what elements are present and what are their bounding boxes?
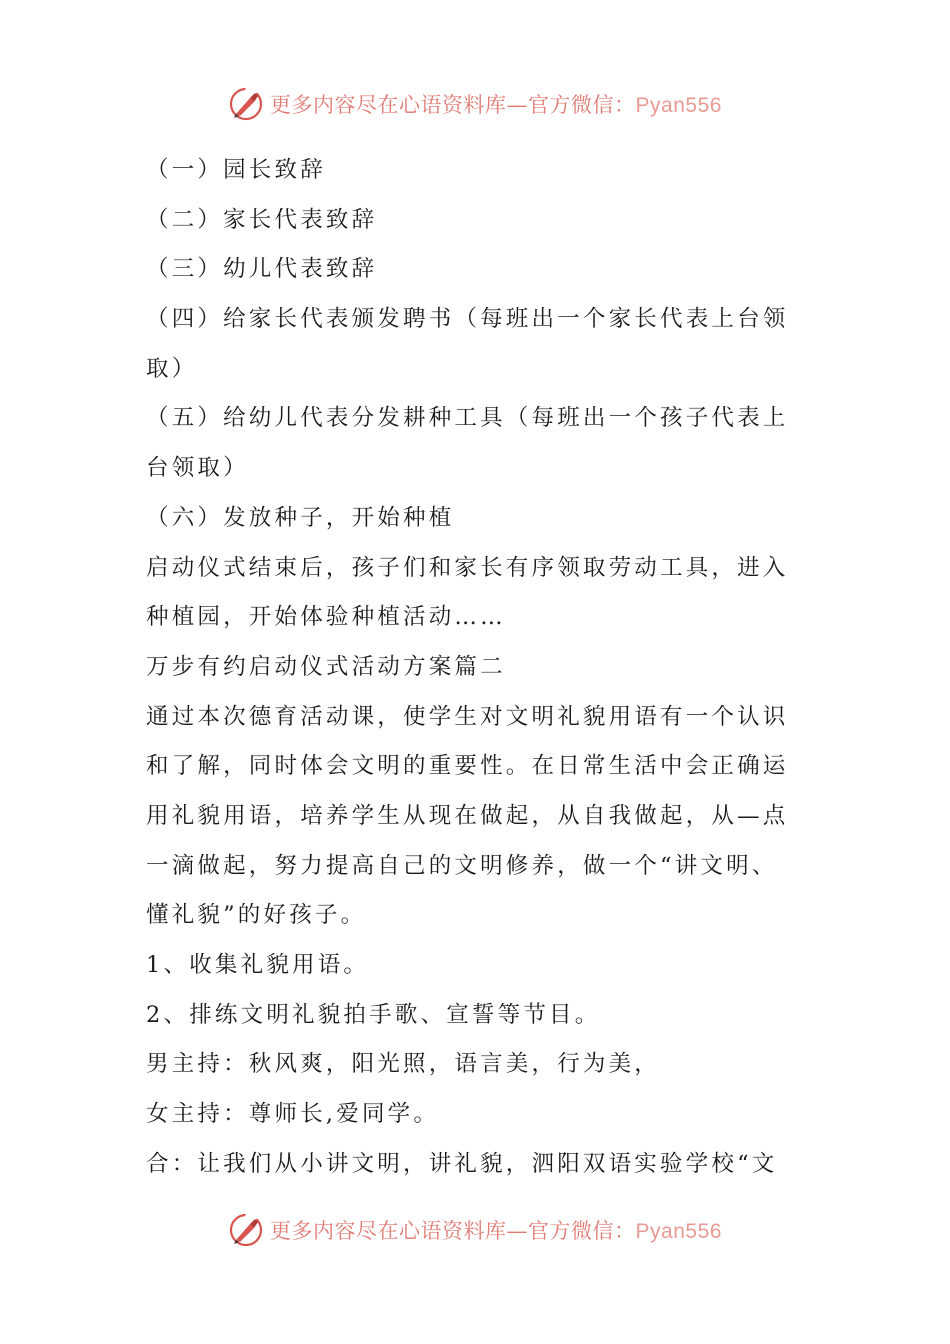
pen-logo-icon	[228, 86, 264, 122]
text-line: 一滴做起，努力提高自己的文明修养，做一个“讲文明、	[146, 852, 778, 879]
text-line: （二）家长代表致辞	[146, 206, 378, 233]
text-line: （六）发放种子，开始种植	[146, 504, 455, 531]
text-line: 合：让我们从小讲文明，讲礼貌，泗阳双语实验学校“文	[146, 1150, 778, 1177]
watermark-text: 更多内容尽在心语资料库—官方微信：Pyan556	[270, 93, 722, 117]
text-line: 懂礼貌”的好孩子。	[146, 902, 367, 929]
list-item: 2、排练文明礼貌拍手歌、宣誓等节目。	[146, 1001, 601, 1028]
text-line: 启动仪式结束后，孩子们和家长有序领取劳动工具，进入	[146, 554, 789, 581]
text-line: 种植园，开始体验种植活动……	[146, 604, 506, 631]
list-item: 1、收集礼貌用语。	[146, 952, 370, 978]
document-body	[146, 146, 810, 1189]
text-line: （三）幼儿代表致辞	[146, 256, 378, 283]
footer-watermark	[0, 1210, 950, 1250]
text-line: （五）给幼儿代表分发耕种工具（每班出一个孩子代表上	[146, 405, 789, 432]
text-line: 男主持：秋风爽，阳光照，语言美，行为美，	[146, 1051, 661, 1078]
text-line: （一）园长致辞	[146, 157, 326, 183]
text-line: 用礼貌用语，培养学生从现在做起，从自我做起，从—点	[146, 802, 789, 829]
header-watermark	[0, 84, 950, 124]
text-line: 取）	[146, 355, 198, 382]
text-line: 女主持：尊师长,爱同学。	[146, 1101, 440, 1128]
text-line: 通过本次德育活动课，使学生对文明礼貌用语有一个认识	[146, 703, 789, 730]
text-line: （四）给家长代表颁发聘书（每班出一个家长代表上台领	[146, 306, 789, 333]
text-line: 和了解，同时体会文明的重要性。在日常生活中会正确运	[146, 753, 789, 780]
section-title: 万步有约启动仪式活动方案篇二	[146, 653, 506, 680]
pen-logo-icon	[228, 1212, 264, 1248]
watermark-text: 更多内容尽在心语资料库—官方微信：Pyan556	[270, 1219, 722, 1243]
text-line: 台领取）	[146, 455, 249, 482]
